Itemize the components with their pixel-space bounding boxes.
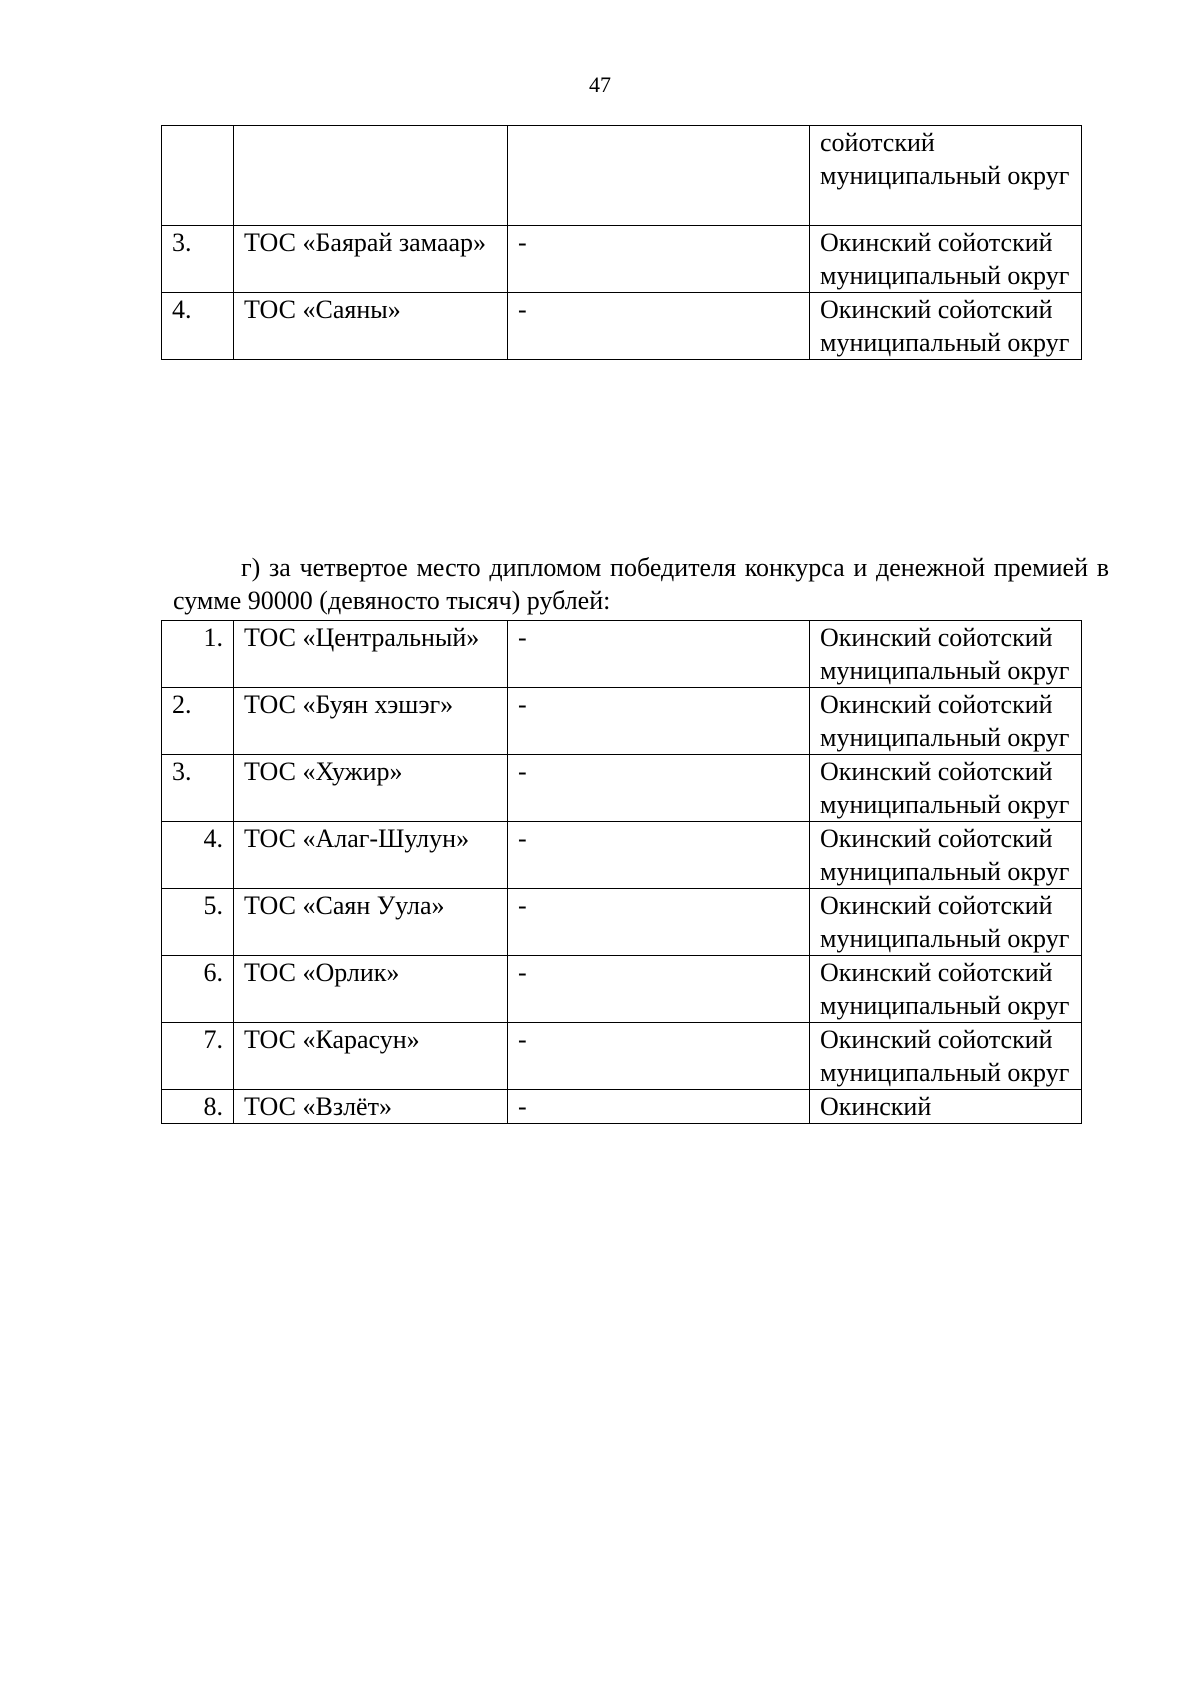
row-number: 7. [162,1023,234,1090]
dash-cell: - [508,621,810,688]
dash-cell: - [508,755,810,822]
dash-cell: - [508,889,810,956]
dash-cell: - [508,688,810,755]
district-cell: Окинский сойотский муниципальный округ [810,226,1082,293]
fourth-place-paragraph: г) за четвертое место дипломом победителя конкурса и денежной премией в сумме 90000 (девяносто тысяч) рублей: [173,553,1109,615]
tos-name: ТОС «Саяны» [234,293,508,360]
tos-name: ТОС «Центральный» [234,621,508,688]
row-number [162,126,234,226]
tos-name: ТОС «Взлёт» [234,1090,508,1124]
row-number: 8. [162,1090,234,1124]
tos-name: ТОС «Орлик» [234,956,508,1023]
tos-name: ТОС «Буян хэшэг» [234,688,508,755]
tos-name [234,126,508,226]
awardees-table-continued [161,125,1082,360]
dash-cell [508,126,810,226]
district-cell: Окинский сойотский муниципальный округ [810,293,1082,360]
dash-cell: - [508,226,810,293]
row-number: 2. [162,688,234,755]
dash-cell: - [508,1090,810,1124]
table-row [162,621,1082,688]
row-number: 5. [162,889,234,956]
table-row [162,688,1082,755]
table-row [162,755,1082,822]
table-row [162,822,1082,889]
dash-cell: - [508,293,810,360]
row-number: 4. [162,822,234,889]
table-row [162,126,1082,226]
dash-cell: - [508,822,810,889]
district-cell: Окинский [810,1090,1082,1124]
page-number: 47 [589,72,611,97]
tos-name: ТОС «Саян Уула» [234,889,508,956]
district-cell: Окинский сойотский муниципальный округ [810,1023,1082,1090]
district-cell: Окинский сойотский муниципальный округ [810,889,1082,956]
row-number: 3. [162,226,234,293]
table-row [162,956,1082,1023]
district-cell: Окинский сойотский муниципальный округ [810,956,1082,1023]
row-number: 3. [162,755,234,822]
district-cell: Окинский сойотский муниципальный округ [810,822,1082,889]
tos-name: ТОС «Хужир» [234,755,508,822]
dash-cell: - [508,956,810,1023]
row-number: 6. [162,956,234,1023]
table-row [162,1023,1082,1090]
tos-name: ТОС «Карасун» [234,1023,508,1090]
fourth-place-table [161,620,1082,1124]
table-row [162,293,1082,360]
dash-cell: - [508,1023,810,1090]
tos-name: ТОС «Баярай замаар» [234,226,508,293]
table-row [162,226,1082,293]
table-row [162,889,1082,956]
tos-name: ТОС «Алаг-Шулун» [234,822,508,889]
district-cell: сойотский муниципальный округ [810,126,1082,226]
district-cell: Окинский сойотский муниципальный округ [810,688,1082,755]
district-cell: Окинский сойотский муниципальный округ [810,755,1082,822]
district-cell: Окинский сойотский муниципальный округ [810,621,1082,688]
table-row [162,1090,1082,1124]
row-number: 1. [162,621,234,688]
row-number: 4. [162,293,234,360]
